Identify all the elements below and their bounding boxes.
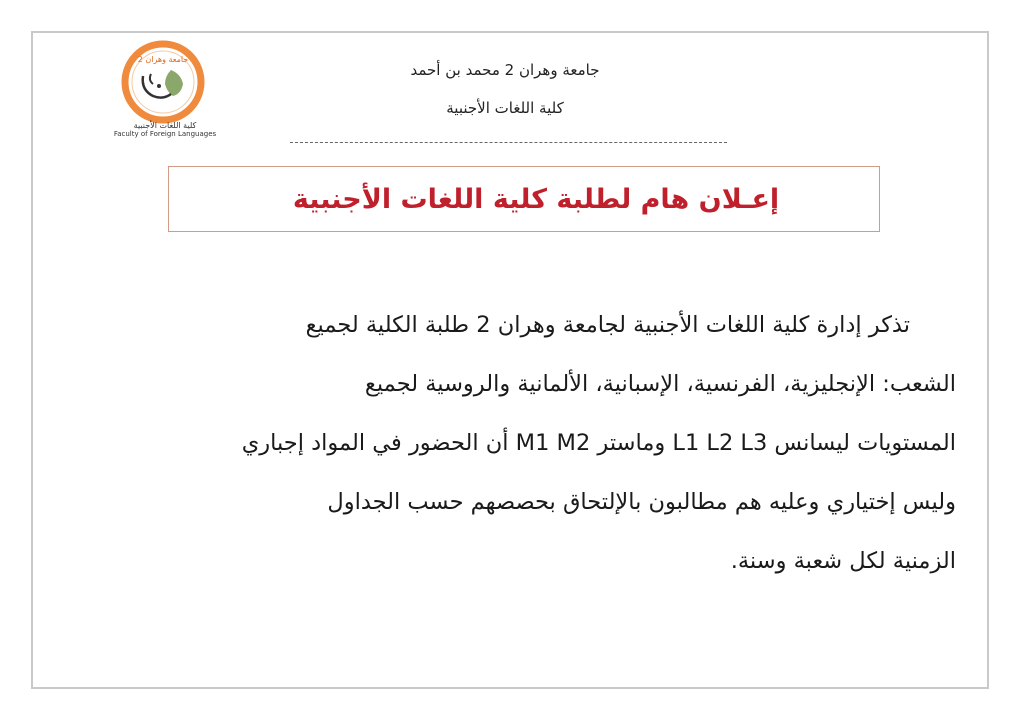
body-line: تذكر إدارة كلية اللغات الأجنبية لجامعة وهران 2 طلبة الكلية لجميع xyxy=(305,312,910,338)
logo-caption-arabic: كلية اللغات الأجنبية xyxy=(133,121,197,130)
body-line: الزمنية لكل شعبة وسنة. xyxy=(730,548,956,574)
logo-ring-text: جامعة وهران 2 xyxy=(137,55,189,64)
faculty-name: كلية اللغات الأجنبية xyxy=(446,99,564,117)
announcement-title-box xyxy=(168,166,880,232)
announcement-body xyxy=(62,296,956,591)
body-line: المستويات ليسانس L1 L2 L3 وماستر M1 M2 أن الحضور في المواد إجباري xyxy=(241,430,956,456)
header-divider xyxy=(290,142,727,143)
body-line: وليس إختياري وعليه هم مطالبون بالإلتحاق بحصصهم حسب الجداول xyxy=(327,489,956,515)
university-name: جامعة وهران 2 محمد بن أحمد xyxy=(410,61,600,79)
body-line: الشعب: الإنجليزية، الفرنسية، الإسبانية، الألمانية والروسية لجميع xyxy=(364,371,956,397)
logo-caption-english: Faculty of Foreign Languages xyxy=(113,130,217,138)
announcement-title: إعـلان هام لطلبة كلية اللغات الأجنبية xyxy=(292,183,780,215)
logo-caption xyxy=(105,121,225,139)
